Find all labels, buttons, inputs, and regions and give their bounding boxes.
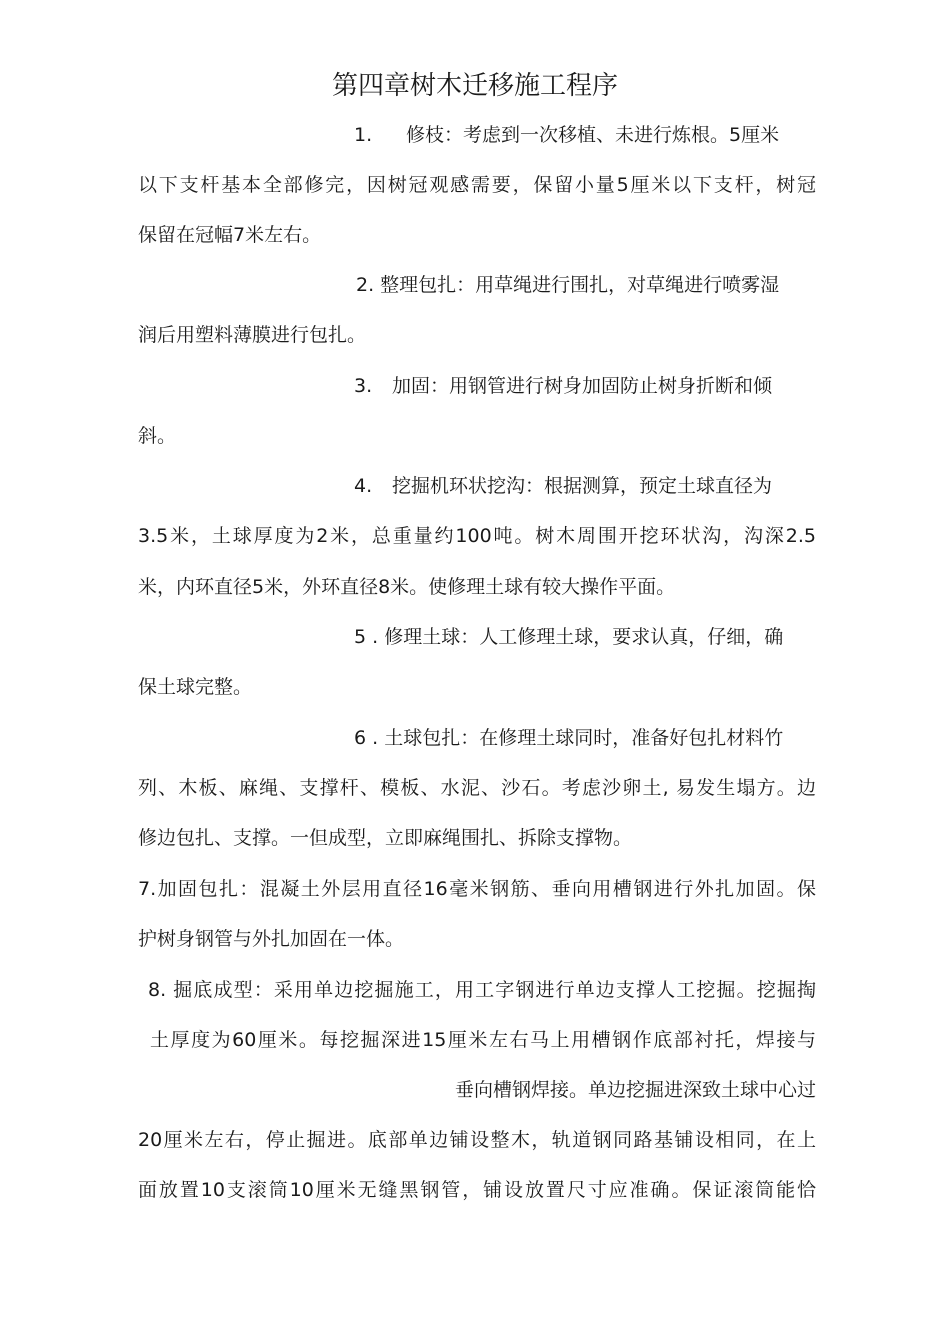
paragraph-line bbox=[354, 120, 779, 150]
paragraph-line: 垂向槽钢焊接。单边挖掘进深致土球中心过 bbox=[454, 1079, 816, 1101]
paragraph-line: 20厘米左右，停止掘进。底部单边铺设整木，轨道钢同路基铺设相同，在上 bbox=[138, 1129, 816, 1151]
paragraph-line: 5 . 修理土球：人工修理土球，要求认真，仔细，确 bbox=[354, 626, 784, 648]
item-text: 修枝：考虑到一次移植、未进行炼根。5厘米 bbox=[406, 124, 780, 146]
paragraph-line: 3.5米，土球厚度为2米，总重量约100吨。树木周围开挖环状沟，沟深2.5 bbox=[138, 525, 816, 547]
chapter-title: 第四章树木迁移施工程序 bbox=[331, 71, 618, 101]
paragraph-line: 8. 掘底成型：采用单边挖掘施工，用工字钢进行单边支撑人工挖掘。挖掘掏 bbox=[148, 979, 816, 1001]
paragraph-line: 2. 整理包扎：用草绳进行围扎，对草绳进行喷雾湿 bbox=[356, 274, 780, 296]
item-number: 4. bbox=[354, 475, 373, 497]
paragraph-line: 保留在冠幅7米左右。 bbox=[138, 224, 322, 246]
item-number: 3. bbox=[354, 375, 373, 397]
paragraph-line: 面放置10支滚筒10厘米无缝黑钢管，铺设放置尺寸应准确。保证滚筒能恰 bbox=[138, 1179, 816, 1201]
paragraph-line: 修边包扎、支撑。一但成型，立即麻绳围扎、拆除支撑物。 bbox=[138, 827, 633, 849]
paragraph-line: 护树身钢管与外扎加固在一体。 bbox=[138, 928, 405, 950]
paragraph-line: 米，内环直径5米，外环直径8米。使修理土球有较大操作平面。 bbox=[138, 576, 676, 598]
paragraph-line: 土厚度为60厘米。每挖掘深进15厘米左右马上用槽钢作底部衬托，焊接与 bbox=[150, 1029, 816, 1051]
paragraph-line: 保土球完整。 bbox=[138, 676, 253, 698]
item-text: 挖掘机环状挖沟：根据测算，预定土球直径为 bbox=[392, 475, 773, 497]
paragraph-line bbox=[354, 471, 772, 501]
paragraph-line: 7.加固包扎：混凝土外层用直径16毫米钢筋、垂向用槽钢进行外扎加固。保 bbox=[138, 878, 816, 900]
paragraph-line: 斜。 bbox=[138, 425, 177, 447]
item-number: 1. bbox=[354, 124, 373, 146]
paragraph-line: 6 . 土球包扎：在修理土球同时，准备好包扎材料竹 bbox=[354, 727, 784, 749]
paragraph-line bbox=[354, 371, 772, 401]
paragraph-line: 润后用塑料薄膜进行包扎。 bbox=[138, 324, 367, 346]
paragraph-line: 列、木板、麻绳、支撑杆、模板、水泥、沙石。考虑沙卵土, 易发生塌方。边 bbox=[138, 777, 816, 799]
paragraph-line: 以下支杆基本全部修完，因树冠观感需要，保留小量5厘米以下支杆，树冠 bbox=[138, 174, 816, 196]
item-text: 加固：用钢管进行树身加固防止树身折断和倾 bbox=[392, 375, 773, 397]
